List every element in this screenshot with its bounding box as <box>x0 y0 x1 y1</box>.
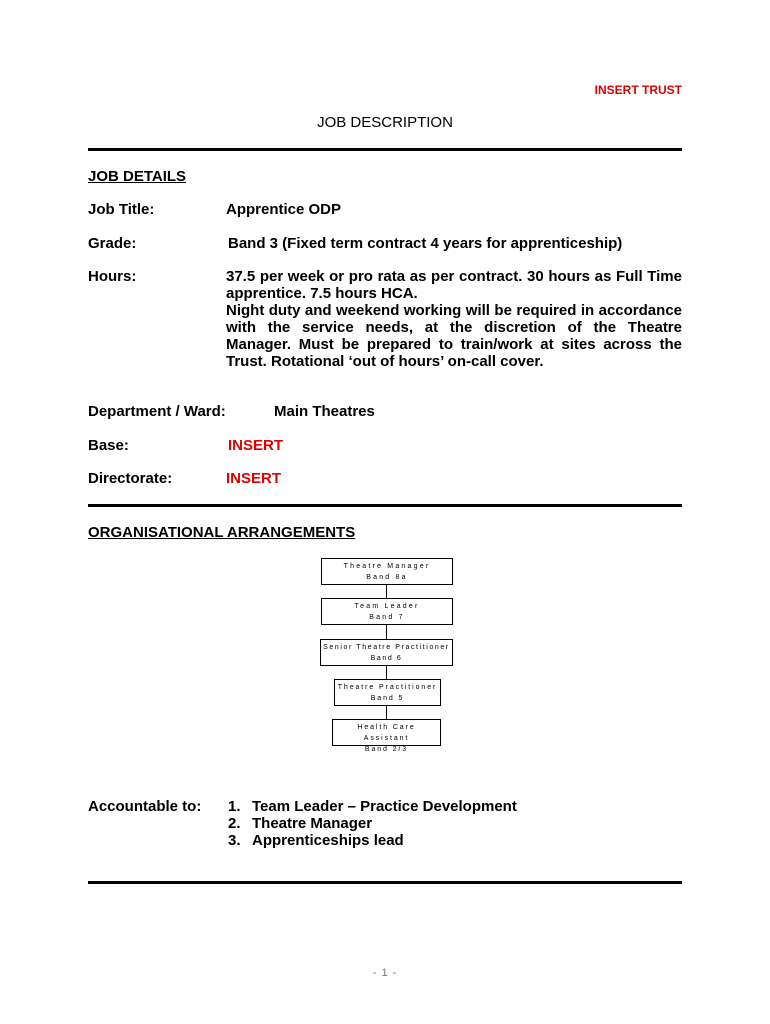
accountable-list <box>228 798 517 849</box>
org-box-team-leader <box>321 598 453 625</box>
org-band: Band 6 <box>370 655 403 662</box>
grade-value: Band 3 (Fixed term contract 4 years for apprenticeship) <box>228 235 623 252</box>
org-connector <box>386 666 387 679</box>
list-item <box>228 815 517 832</box>
grade-label: Grade: <box>88 235 137 252</box>
list-number: 1. <box>228 798 241 815</box>
org-band: Band 2/3 <box>364 746 409 753</box>
department-value: Main Theatres <box>274 403 375 420</box>
org-role: Senior Theatre Practitioner <box>323 644 450 651</box>
org-box-theatre-practitioner <box>334 679 441 706</box>
divider-middle <box>88 504 682 507</box>
list-number: 3. <box>228 832 241 849</box>
list-item <box>228 832 517 849</box>
accountable-label: Accountable to: <box>88 798 202 815</box>
org-box-health-care-assistant <box>332 719 441 753</box>
org-role: Theatre Practitioner <box>337 684 438 691</box>
org-box-senior-theatre-practitioner <box>320 639 453 666</box>
org-connector <box>386 625 387 639</box>
hours-value <box>226 268 682 370</box>
list-text: Theatre Manager <box>252 815 373 832</box>
org-role: Team Leader <box>354 603 420 610</box>
list-text: Team Leader – Practice Development <box>252 798 517 815</box>
base-label: Base: <box>88 437 129 454</box>
list-number: 2. <box>228 815 241 832</box>
org-band: Band 7 <box>369 614 405 621</box>
document-title: JOB DESCRIPTION <box>317 114 453 131</box>
page-number: - 1 - <box>372 967 398 979</box>
job-title-label: Job Title: <box>88 201 155 218</box>
org-connector <box>386 585 387 598</box>
department-label: Department / Ward: <box>88 403 226 420</box>
directorate-label: Directorate: <box>88 470 173 487</box>
list-text: Apprenticeships lead <box>252 832 404 849</box>
hours-text-1: 37.5 per week or pro rata as per contract. 30 hours as Full Time apprentice. 7.5 hours HCA. <box>226 268 682 302</box>
org-band: Band 5 <box>370 695 405 702</box>
hours-label: Hours: <box>88 268 137 285</box>
job-details-heading: JOB DETAILS <box>88 168 187 185</box>
org-role: Health Care Assistant <box>357 724 416 742</box>
list-item <box>228 798 517 815</box>
base-value: INSERT <box>228 437 284 454</box>
org-role: Theatre Manager <box>343 563 431 570</box>
hours-text-2: Night duty and weekend working will be required in accordance with the service needs, at the discretion of the Theatre Manager. Must be prepared to train/work at sites across the Trust. Rotational ‘out of hours’ on-call cover. <box>226 302 682 370</box>
divider-bottom <box>88 881 682 884</box>
divider-top <box>88 148 682 151</box>
org-box-theatre-manager <box>321 558 453 585</box>
org-connector <box>386 706 387 719</box>
job-title-value: Apprentice ODP <box>226 201 342 218</box>
directorate-value: INSERT <box>226 470 282 487</box>
insert-trust-label: INSERT TRUST <box>594 83 682 97</box>
organisational-heading: ORGANISATIONAL ARRANGEMENTS <box>88 524 356 541</box>
org-band: Band 8a <box>366 574 408 581</box>
